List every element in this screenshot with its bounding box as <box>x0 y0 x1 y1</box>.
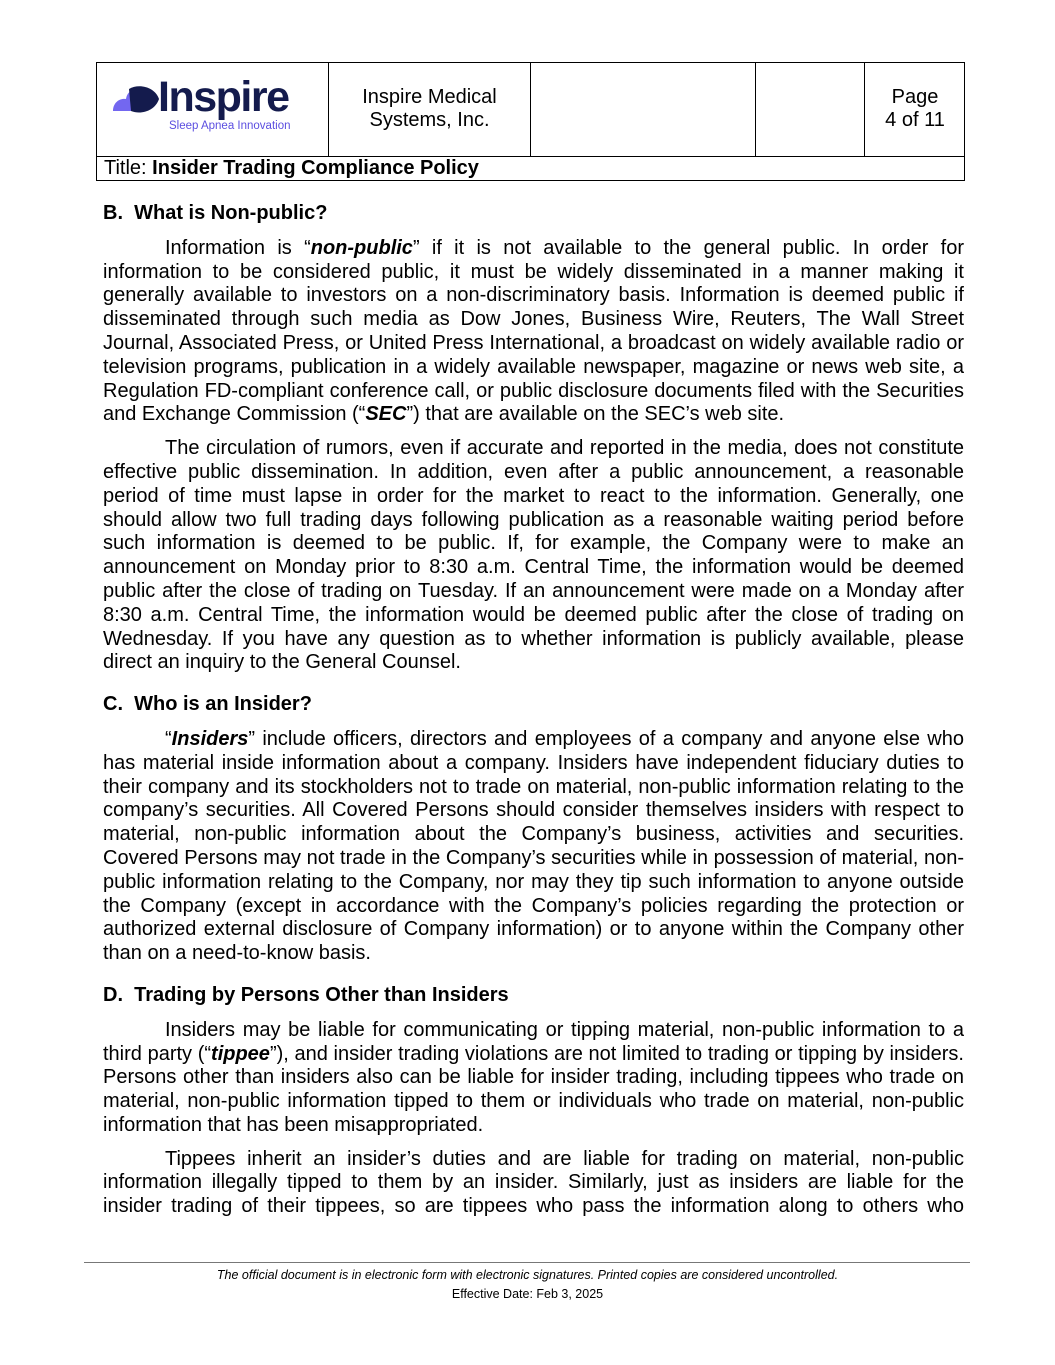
section-c <box>103 693 964 966</box>
sleep-cloud-icon <box>109 81 161 121</box>
header-row <box>97 63 964 157</box>
page-number-cell <box>865 63 965 156</box>
paragraph: Insiders may be liable for communicating or tipping material, non-public information to a third party (“tippee”), and insider trading violations are not limited to trading or tipping by insiders. Persons other than insiders also can be liable for insider trading, including tippees who trade on material, non-public information tipped to them or individuals who trade on material, non-public information that has been misappropriated. <box>103 1018 964 1136</box>
defined-term: non-public <box>310 236 413 259</box>
footer-notice: The official document is in electronic form with electronic signatures. Printed copies are considered uncontrolled. <box>216 1268 839 1282</box>
effective-date: Effective Date: Feb 3, 2025 <box>451 1287 604 1301</box>
inspire-logo <box>109 73 314 139</box>
company-name-line1: Inspire Medical <box>362 86 497 108</box>
defined-term: SEC <box>365 403 407 426</box>
logo-wordmark: Inspire <box>158 73 289 121</box>
document-title: Insider Trading Compliance Policy <box>152 157 479 179</box>
page-label: Page <box>891 86 939 108</box>
section-d <box>103 984 964 1219</box>
company-name-line2: Systems, Inc. <box>369 109 490 131</box>
paragraph: Information is “non-public” if it is not available to the general public. In order for information to be considered public, it must be widely disseminated in a manner making it generally available to investors on a non-discriminatory basis. Information is deemed public if disseminated through such media as Dow Jones, Business Wire, Reuters, The Wall Street Journal, Associated Press, or United Press International, a broadcast on widely available radio or television programs, publication in a widely available newspaper, magazine or news web site, a Regulation FD-compliant conference call, or public disclosure documents filed with the Securities and Exchange Commission (“SEC”) that are available on the SEC’s web site. <box>103 236 964 426</box>
footer-divider <box>84 1262 970 1263</box>
section-heading: D. Trading by Persons Other than Insiders <box>103 983 509 1006</box>
logo-cell <box>97 63 329 156</box>
document-header <box>96 62 965 181</box>
logo-tagline: Sleep Apnea Innovation <box>169 120 291 132</box>
title-label: Title: <box>104 157 147 179</box>
blank-cell-1 <box>531 63 756 156</box>
title-row <box>97 156 964 181</box>
company-cell <box>329 63 531 156</box>
document-body <box>103 202 964 1237</box>
paragraph: Tippees inherit an insider’s duties and are liable for trading on material, non-public information illegally tipped to them by an insider. Similarly, just as insiders are liable for the insider trading of their tippees, so are tippees who pass the information along to others who <box>103 1147 964 1218</box>
defined-term: Insiders <box>171 727 249 750</box>
page-number: 4 of 11 <box>885 109 945 131</box>
defined-term: tippee <box>211 1042 270 1065</box>
section-b <box>103 202 964 675</box>
section-heading: C. Who is an Insider? <box>103 693 312 716</box>
paragraph: “Insiders” include officers, directors and employees of a company and anyone else who has material inside information about a company. Insiders have independent fiduciary duties to their company and its stockholders not to trade on material, non-public information relating to the company’s securities. All Covered Persons should consider themselves insiders with respect to material, non-public information about the Company’s business, activities and securities. Covered Persons may not trade in the Company’s securities while in possession of material, non-public information relating to the Company, nor may they tip such information to anyone outside the Company (except in accordance with the Company’s policies regarding the protection or authorized external disclosure of Company information) or to anyone within the Company other than on a need-to-know basis. <box>103 727 964 965</box>
paragraph: The circulation of rumors, even if accurate and reported in the media, does not constitute effective public dissemination. In addition, even after a public announcement, a reasonable period of time must lapse in order for the market to react to the information. Generally, one should allow two full trading days following publication as a reasonable waiting period before such information is deemed to be public. If, for example, the Company were to make an announcement on Monday prior to 8:30 a.m. Central Time, the information would be deemed public after the close of trading on Tuesday. If an announcement were made on a Monday after 8:30 a.m. Central Time, the information would be deemed public after the close of trading on Wednesday. If you have any question as to whether information is publicly available, please direct an inquiry to the General Counsel. <box>103 437 964 674</box>
section-heading: B. What is Non-public? <box>103 202 328 224</box>
blank-cell-2 <box>756 63 865 156</box>
